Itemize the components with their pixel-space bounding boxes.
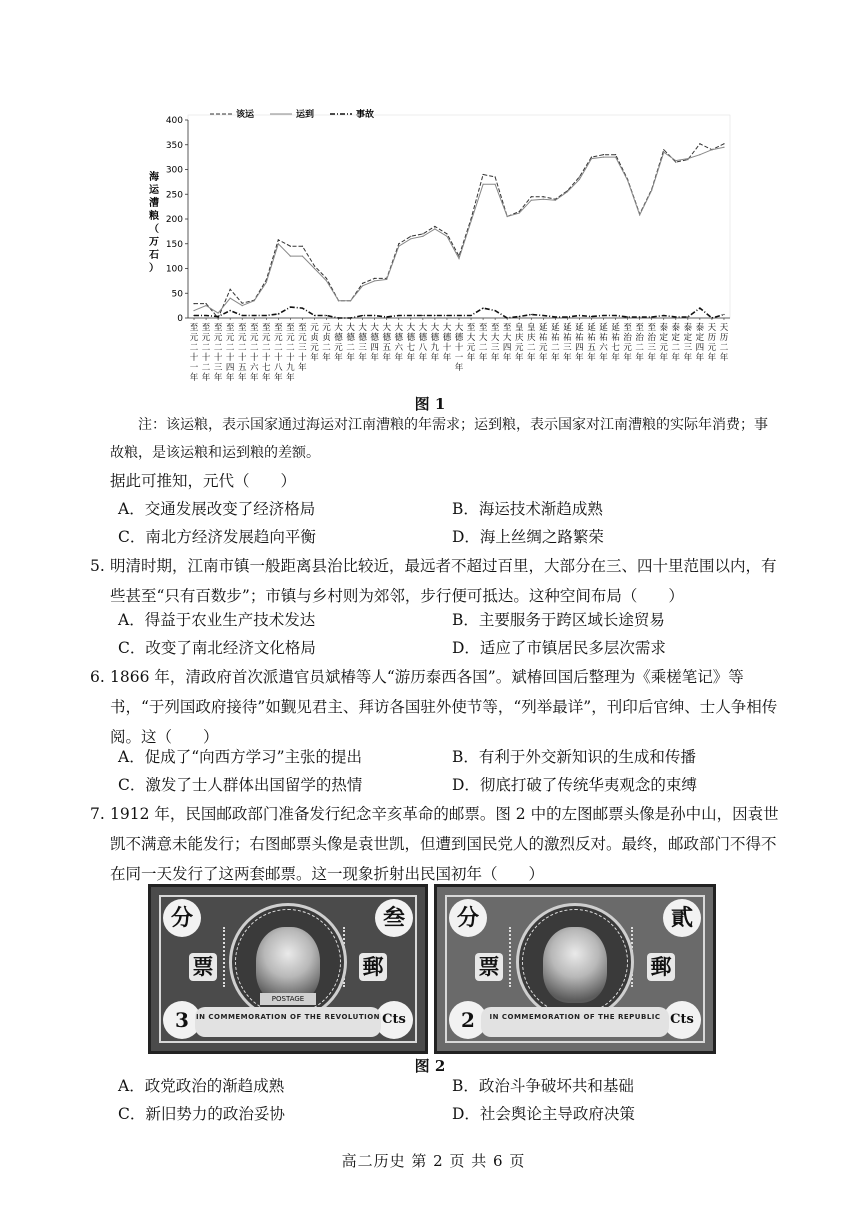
- x-tick-label: 皇庆二年: [527, 323, 536, 363]
- data-point: [326, 278, 327, 279]
- data-point: [218, 312, 219, 313]
- x-tick-label: 大德五年: [382, 323, 391, 363]
- data-point: [591, 316, 592, 317]
- data-point: [675, 160, 676, 161]
- data-point: [398, 243, 399, 244]
- y-axis-label-char: 粮: [149, 211, 159, 222]
- x-tick-label: 皇庆元年: [514, 323, 524, 363]
- data-point: [519, 316, 520, 317]
- data-point: [458, 315, 459, 316]
- y-axis-label-char: ）: [149, 263, 159, 274]
- y-tick-label: 250: [165, 190, 183, 201]
- x-tick-label: 大德七年: [406, 323, 416, 363]
- data-point: [639, 316, 640, 317]
- q7-number: 7.: [90, 805, 105, 823]
- data-point: [290, 256, 291, 257]
- data-point: [350, 317, 351, 318]
- x-tick-label: 至元二十五年: [237, 323, 247, 383]
- data-point: [675, 316, 676, 317]
- data-point: [218, 317, 219, 318]
- data-point: [398, 246, 399, 247]
- data-point: [410, 238, 411, 239]
- figure2-caption: 图 2: [414, 1057, 446, 1075]
- y-axis-label-char: 石: [149, 250, 159, 261]
- data-point: [458, 258, 459, 259]
- stamp-banner: IN COMMEMORATION OF THE REVOLUTION: [195, 1007, 381, 1037]
- x-tick-label: 延祐四年: [575, 323, 584, 363]
- data-point: [193, 303, 194, 304]
- data-point: [302, 246, 303, 247]
- q7-option-a[interactable]: A．政党政治的渐趋成熟: [118, 1077, 285, 1095]
- data-point: [723, 147, 724, 148]
- data-point: [422, 236, 423, 237]
- data-point: [242, 303, 243, 304]
- stamp-corner-char: 貳: [663, 899, 701, 937]
- q4-option-a[interactable]: A．交通发展改变了经济格局: [118, 500, 316, 518]
- x-tick-label: 至治三年: [647, 323, 656, 363]
- data-point: [543, 196, 544, 197]
- data-point: [615, 157, 616, 158]
- q5-option-a[interactable]: A．得益于农业生产技术发达: [118, 611, 316, 629]
- data-point: [603, 315, 604, 316]
- data-point: [711, 149, 712, 150]
- x-tick-label: 元贞元年: [310, 323, 319, 363]
- q5-stem: 明清时期，江南市镇一般距离县治比较近，最远者不超过百里，大部分在三、四十里范围以内，有些甚至“只有百数步”；市镇与乡村则为郊邻，步行便可抵达。这种空间布局（ ）: [110, 557, 777, 605]
- x-tick-label: 泰定四年: [695, 323, 705, 363]
- x-tick-label: 至治元年: [623, 323, 632, 363]
- data-point: [711, 317, 712, 318]
- x-tick-label: 至大三年: [490, 323, 500, 363]
- stamp-side-char: 郵: [359, 953, 387, 981]
- data-point: [531, 200, 532, 201]
- data-point: [699, 308, 700, 309]
- data-point: [687, 158, 688, 159]
- data-point: [314, 268, 315, 269]
- data-point: [398, 315, 399, 316]
- data-point: [651, 316, 652, 317]
- data-point: [434, 315, 435, 316]
- q5-option-c[interactable]: C．改变了南北经济文化格局: [118, 639, 316, 657]
- data-point: [663, 315, 664, 316]
- q4-option-c[interactable]: C．南北方经济发展趋向平衡: [118, 528, 316, 546]
- y-axis-label-char: 漕: [149, 198, 159, 209]
- data-point: [230, 298, 231, 299]
- series-line-1: [194, 144, 724, 318]
- data-point: [699, 154, 700, 155]
- data-point: [470, 221, 471, 222]
- data-point: [723, 143, 724, 144]
- q5-number: 5.: [90, 557, 105, 575]
- y-axis-label-char: 运: [149, 185, 159, 196]
- data-point: [434, 228, 435, 229]
- data-point: [205, 315, 206, 316]
- data-point: [639, 214, 640, 215]
- y-tick-label: 50: [171, 289, 183, 300]
- data-point: [651, 190, 652, 191]
- q4-stem: 据此可推知，元代（ ）: [110, 472, 297, 490]
- q7-option-d[interactable]: D．社会舆论主导政府决策: [452, 1105, 635, 1123]
- series-line-3: [194, 307, 724, 318]
- data-point: [470, 315, 471, 316]
- page-footer: 高二历史 第 2 页 共 6 页: [341, 1152, 526, 1170]
- stamp-sun-yat-sen: [148, 884, 428, 1054]
- x-tick-label: 大德十一年: [454, 323, 464, 373]
- figure1-note: 注：该运粮，表示国家通过海运对江南漕粮的年需求；运到粮，表示国家对江南漕粮的实际年消费；事故粮，是该运粮和运到粮的差额。: [110, 417, 768, 461]
- x-tick-label: 至治二年: [635, 323, 644, 363]
- x-tick-label: 天历元年: [707, 323, 717, 363]
- q6-option-c[interactable]: C．激发了士人群体出国留学的热情: [118, 776, 363, 794]
- data-point: [290, 307, 291, 308]
- data-point: [278, 243, 279, 244]
- x-tick-label: 至元二十八年: [274, 323, 283, 383]
- data-point: [555, 316, 556, 317]
- data-point: [567, 316, 568, 317]
- stamp-corner-char: 分: [163, 899, 201, 937]
- x-tick-label: 延祐五年: [587, 323, 596, 363]
- data-point: [531, 314, 532, 315]
- data-point: [338, 317, 339, 318]
- x-tick-label: 至元二十九年: [286, 323, 295, 383]
- data-point: [482, 308, 483, 309]
- q6-number: 6.: [90, 668, 105, 686]
- data-point: [627, 180, 628, 181]
- data-point: [193, 315, 194, 316]
- data-point: [663, 152, 664, 153]
- data-point: [543, 315, 544, 316]
- q7-stem: 1912 年，民国邮政部门准备发行纪念辛亥革命的邮票。图 2 中的左图邮票头像是孙中山，因袁世凯不满意未能发行；右图邮票头像是袁世凯，但遭到国民党人的激烈反对。最终，邮政部门不得不在同一天发行了这两套邮票。这一现象折射出民国初年（ ）: [110, 805, 779, 883]
- data-point: [266, 315, 267, 316]
- y-tick-label: 350: [165, 140, 183, 151]
- x-tick-label: 至大元年: [466, 323, 476, 363]
- chart-svg: [140, 100, 740, 390]
- x-tick-label: 延祐元年: [539, 323, 548, 363]
- data-point: [278, 239, 279, 240]
- x-tick-label: 大德八年: [418, 323, 428, 363]
- x-tick-label: 元贞二年: [322, 323, 331, 363]
- legend-label: 该运: [236, 110, 255, 120]
- q6-option-d[interactable]: D．彻底打破了传统华夷观念的束缚: [452, 776, 697, 794]
- data-point: [675, 161, 676, 162]
- data-point: [374, 315, 375, 316]
- stamp-postage-label: POSTAGE: [260, 993, 316, 1005]
- stamp-side-char: 票: [189, 953, 217, 981]
- stamp-corner-char: 叁: [375, 899, 413, 937]
- data-point: [422, 233, 423, 234]
- figure1-caption: 图 1: [414, 395, 446, 413]
- x-tick-label: 延祐三年: [563, 323, 572, 363]
- y-tick-label: 150: [165, 239, 183, 250]
- x-tick-label: 延祐六年: [599, 323, 608, 363]
- data-point: [615, 154, 616, 155]
- x-tick-label: 大德六年: [394, 323, 404, 363]
- data-point: [386, 279, 387, 280]
- stamp-corner-char: 分: [449, 899, 487, 937]
- data-point: [278, 313, 279, 314]
- data-point: [326, 315, 327, 316]
- data-point: [531, 196, 532, 197]
- stamp-cents: Cts: [375, 1001, 413, 1039]
- data-point: [362, 285, 363, 286]
- data-point: [410, 236, 411, 237]
- x-tick-label: 大德十年: [442, 323, 452, 363]
- stamp-side-char: 票: [475, 953, 503, 981]
- data-point: [302, 308, 303, 309]
- data-point: [723, 314, 724, 315]
- data-point: [314, 315, 315, 316]
- x-tick-label: 至大二年: [478, 323, 488, 363]
- q4-option-b[interactable]: B．海运技术渐趋成熟: [452, 500, 603, 518]
- data-point: [230, 310, 231, 311]
- data-point: [579, 179, 580, 180]
- data-point: [482, 174, 483, 175]
- data-point: [242, 315, 243, 316]
- stamp-yuan-shikai: [434, 884, 716, 1054]
- data-point: [218, 316, 219, 317]
- x-tick-label: 至元二十三年: [213, 323, 223, 383]
- data-point: [627, 316, 628, 317]
- x-tick-label: 至元二十一年: [189, 323, 199, 383]
- y-axis-label-char: 万: [149, 237, 159, 248]
- data-point: [290, 246, 291, 247]
- y-tick-label: 300: [165, 165, 183, 176]
- x-tick-label: 大德元年: [334, 323, 343, 363]
- x-tick-label: 大德三年: [358, 323, 367, 363]
- data-point: [193, 310, 194, 311]
- x-tick-label: 至元二十六年: [249, 323, 259, 383]
- stamp-cents: Cts: [663, 1001, 701, 1039]
- q6-stem: 1866 年，清政府首次派遣官员斌椿等人“游历泰西各国”。斌椿回国后整理为《乘槎笔记》等书，“于列国政府接待”如觐见君主、拜访各国驻外使节等，“列举最详”，刊印后官绅、士人争相传阅。这（ ）: [110, 668, 778, 746]
- data-point: [495, 184, 496, 185]
- stamp-value: 3: [163, 1001, 201, 1039]
- y-axis-label-char: （: [149, 224, 159, 235]
- y-tick-label: 100: [165, 264, 183, 275]
- x-tick-label: 至元三十年: [298, 323, 307, 373]
- data-point: [495, 176, 496, 177]
- data-point: [519, 212, 520, 213]
- data-point: [254, 315, 255, 316]
- data-point: [422, 315, 423, 316]
- y-tick-label: 400: [165, 116, 183, 126]
- x-tick-label: 至元二十四年: [225, 323, 235, 383]
- data-point: [362, 283, 363, 284]
- data-point: [482, 184, 483, 185]
- data-point: [266, 282, 267, 283]
- data-point: [434, 226, 435, 227]
- data-point: [242, 305, 243, 306]
- y-axis-label-char: 海: [149, 172, 159, 183]
- data-point: [495, 310, 496, 311]
- data-point: [446, 233, 447, 234]
- data-point: [555, 200, 556, 201]
- x-tick-label: 延祐二年: [551, 323, 560, 363]
- data-point: [410, 315, 411, 316]
- data-point: [386, 316, 387, 317]
- x-tick-label: 至元二十七年: [262, 323, 271, 383]
- stamp-side-char: 郵: [647, 953, 675, 981]
- x-tick-label: 泰定三年: [683, 323, 693, 363]
- data-point: [687, 316, 688, 317]
- x-tick-label: 天历二年: [719, 323, 729, 363]
- x-tick-label: 泰定元年: [659, 323, 669, 363]
- data-point: [615, 315, 616, 316]
- data-point: [579, 315, 580, 316]
- data-point: [699, 143, 700, 144]
- plot-area: [188, 115, 730, 318]
- data-point: [338, 300, 339, 301]
- x-tick-label: 至元二十二年: [201, 323, 211, 383]
- x-tick-label: 大德九年: [430, 323, 440, 363]
- portrait-image: [543, 927, 607, 1003]
- data-point: [350, 300, 351, 301]
- data-point: [579, 176, 580, 177]
- data-point: [567, 191, 568, 192]
- x-tick-label: 大德二年: [346, 323, 355, 363]
- q7-option-b[interactable]: B．政治斗争破坏共和基础: [452, 1077, 634, 1095]
- q6-option-b[interactable]: B．有利于外交新知识的生成和传播: [452, 748, 696, 766]
- figure1-chart: [140, 100, 740, 390]
- data-point: [302, 256, 303, 257]
- q7-option-c[interactable]: C．新旧势力的政治妥协: [118, 1105, 285, 1123]
- data-point: [205, 303, 206, 304]
- data-point: [603, 157, 604, 158]
- data-point: [507, 216, 508, 217]
- y-tick-label: 0: [177, 314, 183, 324]
- q4-option-d[interactable]: D．海上丝绸之路繁荣: [452, 528, 604, 546]
- x-tick-label: 延祐七年: [611, 323, 620, 363]
- data-point: [326, 280, 327, 281]
- stamp-banner: IN COMMEMORATION OF THE REPUBLIC: [481, 1007, 669, 1037]
- data-point: [446, 315, 447, 316]
- x-tick-label: 大德四年: [370, 323, 379, 363]
- data-point: [507, 317, 508, 318]
- legend-label: 运到: [296, 110, 315, 120]
- data-point: [230, 289, 231, 290]
- data-point: [591, 157, 592, 158]
- data-point: [374, 280, 375, 281]
- data-point: [663, 149, 664, 150]
- x-tick-label: 至大四年: [502, 323, 512, 363]
- x-tick-label: 泰定二年: [671, 323, 681, 363]
- q5-option-d[interactable]: D．适应了市镇居民多层次需求: [452, 639, 666, 657]
- data-point: [543, 199, 544, 200]
- q6-option-a[interactable]: A．促成了“向西方学习”主张的提出: [118, 748, 363, 766]
- data-point: [314, 265, 315, 266]
- series-line-2: [194, 147, 724, 313]
- y-tick-label: 200: [165, 215, 183, 225]
- portrait-image: [256, 927, 320, 1003]
- data-point: [603, 154, 604, 155]
- q5-option-b[interactable]: B．主要服务于跨区域长途贸易: [452, 611, 665, 629]
- data-point: [374, 278, 375, 279]
- legend-label: 事故: [356, 110, 375, 120]
- data-point: [205, 305, 206, 306]
- data-point: [254, 300, 255, 301]
- data-point: [591, 158, 592, 159]
- data-point: [362, 315, 363, 316]
- stamp-value: 2: [449, 1001, 487, 1039]
- data-point: [446, 236, 447, 237]
